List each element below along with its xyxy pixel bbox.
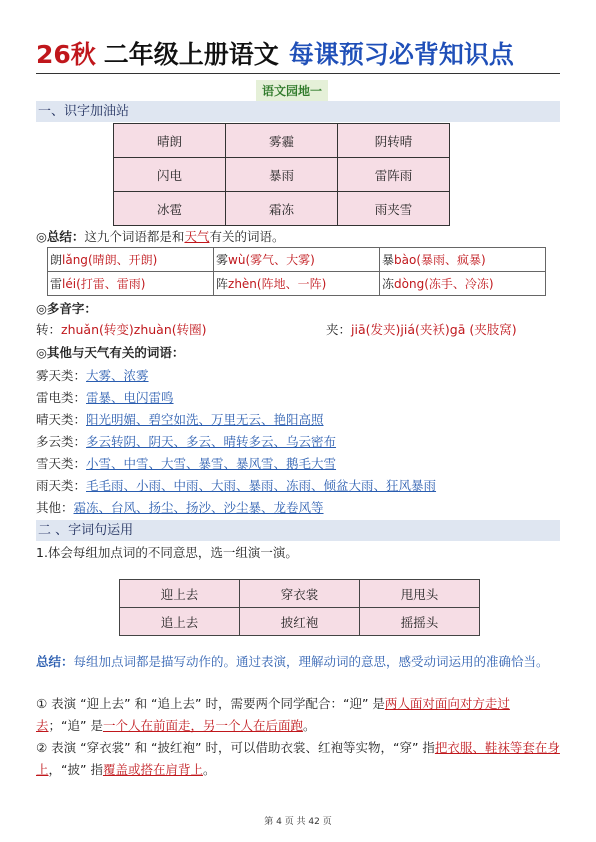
polyphone-label: ◎多音字： — [36, 301, 97, 316]
pinyin-cell: 雾wù(雾气、大雾) — [214, 248, 380, 272]
grid-cell: 暴雨 — [226, 158, 338, 192]
grid-cell: 冰雹 — [114, 192, 226, 226]
pinyin-cell: 冻dòng(冻手、冷冻) — [380, 272, 546, 296]
grid-cell: 披红袍 — [240, 608, 360, 636]
grid-cell: 雷阵雨 — [338, 158, 450, 192]
summary-line — [36, 227, 560, 247]
grid-cell: 阴转晴 — [338, 124, 450, 158]
summary-keyword: 天气 — [184, 229, 210, 244]
grid-cell: 闪电 — [114, 158, 226, 192]
list-item: 晴天类：阳光明媚、碧空如洗、万里无云、艳阳高照 — [36, 412, 324, 427]
list-item: 其他：霜冻、台风、扬尘、扬沙、沙尘暴、龙卷风等 — [36, 500, 324, 515]
list-item: 雾天类：大雾、浓雾 — [36, 368, 149, 383]
other-words-label: ◎其他与天气有关的词语： — [36, 345, 185, 360]
summary-paragraph: 总结：每组加点词都是描写动作的。通过表演，理解动词的意思，感受动词运用的准确恰当。 — [36, 654, 549, 669]
grid-cell: 迎上去 — [120, 580, 240, 608]
grid-cell: 穿衣裳 — [240, 580, 360, 608]
section-heading-2: 二 、字词句运用 — [36, 520, 560, 541]
page-title — [36, 40, 560, 74]
action-grid — [119, 579, 480, 636]
grid-cell: 摇摇头 — [360, 608, 480, 636]
pinyin-cell: 朗lǎng(晴朗、开朗) — [48, 248, 214, 272]
grid-cell: 晴朗 — [114, 124, 226, 158]
grid-cell: 雨夹雪 — [338, 192, 450, 226]
page-number: 第 4 页 共 42 页 — [264, 817, 332, 827]
word-grid — [113, 123, 450, 226]
summary-pre: 这九个词语都是和 — [84, 229, 185, 244]
title-grade: 二年级上册语文 — [103, 40, 279, 69]
grid-cell: 追上去 — [120, 608, 240, 636]
pinyin-table — [47, 247, 546, 296]
summary-label: ◎总结： — [36, 229, 85, 244]
list-item: 多云类：多云转阴、阴天、多云、晴转多云、乌云密布 — [36, 434, 337, 449]
section-heading-1: 一、识字加油站 — [36, 101, 560, 122]
grid-cell: 雾霾 — [226, 124, 338, 158]
list-item: 雪天类：小雪、中雪、大雪、暴雪、暴风雪、鹅毛大雪 — [36, 456, 337, 471]
pinyin-cell: 暴bào(暴雨、疯暴) — [380, 248, 546, 272]
grid-cell: 霜冻 — [226, 192, 338, 226]
explanation-1: ① 表演 “迎上去” 和 “追上去” 时，需要两个同学配合：“迎” 是两人面对面向对方走过去；“追” 是一个人在前面走，另一个人在后面跑。 — [36, 696, 510, 733]
list-item: 雷电类：雷暴、电闪雷鸣 — [36, 390, 174, 405]
summary-post: 有关的词语。 — [209, 229, 285, 244]
polyphone-line — [36, 320, 560, 340]
question-1: 1.体会每组加点词的不同意思，选一组演一演。 — [36, 545, 298, 560]
list-item: 雨天类：毛毛雨、小雨、中雨、大雨、暴雨、冻雨、倾盆大雨、狂风暴雨 — [36, 478, 437, 493]
explanation-2: ② 表演 “穿衣裳” 和 “披红袍” 时，可以借助衣裳、红袍等实物，“穿” 指把衣服、鞋袜等套在身上，“披” 指覆盖或搭在肩背上。 — [36, 740, 560, 777]
pinyin-cell: 阵zhèn(阵地、一阵) — [214, 272, 380, 296]
title-topic: 每课预习必背知识点 — [288, 40, 514, 69]
poly-zhuan: 转：zhuǎn(转变)zhuàn(转圈) — [36, 322, 207, 337]
pinyin-cell: 雷léi(打雷、雷雨) — [48, 272, 214, 296]
grid-cell: 甩甩头 — [360, 580, 480, 608]
lesson-badge: 语文园地一 — [256, 80, 328, 101]
title-season: 26秋 — [36, 40, 96, 69]
poly-jia: 夹：jiā(发夹)jiá(夹袄)gā (夹肢窝) — [326, 322, 517, 337]
